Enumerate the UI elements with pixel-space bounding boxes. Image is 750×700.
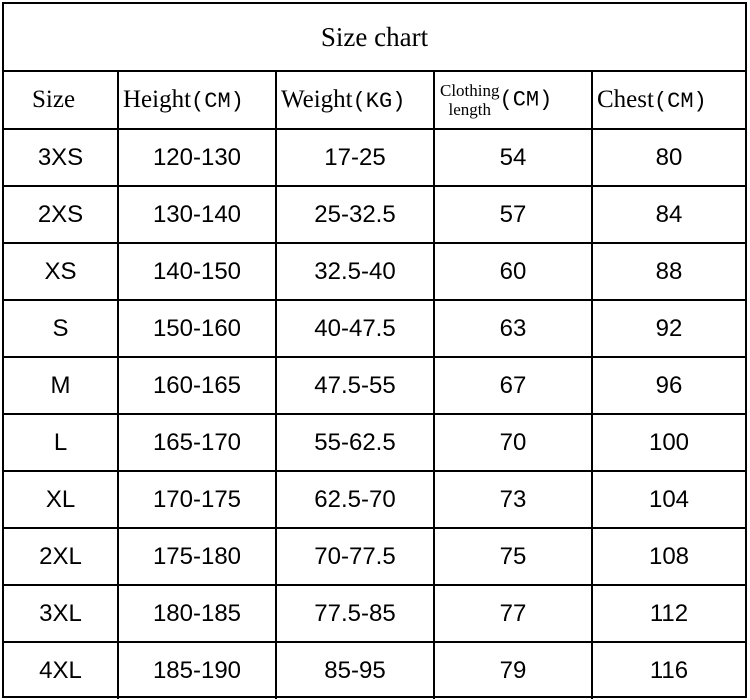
chest-cell: 96 [592, 357, 745, 414]
table-row [4, 129, 745, 186]
size-chart [2, 2, 747, 698]
length-header-line1: Clothing [440, 81, 500, 100]
weight-cell: 62.5-70 [276, 471, 434, 528]
length-cell: 73 [434, 471, 592, 528]
height-column-header [118, 72, 276, 129]
weight-cell: 17-25 [276, 129, 434, 186]
height-cell: 165-170 [118, 414, 276, 471]
size-cell: 4XL [4, 642, 118, 699]
height-cell: 160-165 [118, 357, 276, 414]
height-cell: 185-190 [118, 642, 276, 699]
chest-column-header [592, 72, 745, 129]
chest-cell: 104 [592, 471, 745, 528]
table-row [4, 186, 745, 243]
table-row [4, 528, 745, 585]
table-row [4, 300, 745, 357]
length-header-unit: (CM) [499, 87, 553, 113]
chest-cell: 92 [592, 300, 745, 357]
chest-cell: 80 [592, 129, 745, 186]
weight-header-unit: (KG) [352, 89, 406, 114]
chart-title: Size chart [4, 4, 745, 72]
length-cell: 60 [434, 243, 592, 300]
weight-cell: 47.5-55 [276, 357, 434, 414]
length-header-line2: length [448, 100, 491, 119]
table-row [4, 414, 745, 471]
size-header-label: Size [32, 86, 76, 113]
size-column-header [4, 72, 118, 129]
chest-cell: 88 [592, 243, 745, 300]
size-cell: XL [4, 471, 118, 528]
length-cell: 63 [434, 300, 592, 357]
chest-cell: 116 [592, 642, 745, 699]
height-cell: 170-175 [118, 471, 276, 528]
weight-cell: 85-95 [276, 642, 434, 699]
length-header-label [440, 81, 500, 119]
length-cell: 67 [434, 357, 592, 414]
weight-cell: 25-32.5 [276, 186, 434, 243]
height-cell: 120-130 [118, 129, 276, 186]
chest-header-label: Chest [597, 86, 654, 113]
size-cell: M [4, 357, 118, 414]
table-row [4, 471, 745, 528]
table-row [4, 585, 745, 642]
chest-header-unit: (CM) [653, 89, 707, 114]
height-header-unit: (CM) [191, 89, 244, 114]
size-cell: 2XS [4, 186, 118, 243]
chest-cell: 100 [592, 414, 745, 471]
size-cell: 3XL [4, 585, 118, 642]
table-row [4, 243, 745, 300]
length-column-header [434, 72, 592, 129]
height-cell: 140-150 [118, 243, 276, 300]
table-row [4, 357, 745, 414]
height-cell: 130-140 [118, 186, 276, 243]
header-row [4, 72, 745, 129]
length-cell: 77 [434, 585, 592, 642]
chest-cell: 108 [592, 528, 745, 585]
height-cell: 175-180 [118, 528, 276, 585]
weight-cell: 32.5-40 [276, 243, 434, 300]
length-cell: 57 [434, 186, 592, 243]
weight-cell: 70-77.5 [276, 528, 434, 585]
chest-cell: 84 [592, 186, 745, 243]
size-cell: L [4, 414, 118, 471]
length-cell: 54 [434, 129, 592, 186]
size-table [4, 72, 745, 699]
height-cell: 180-185 [118, 585, 276, 642]
size-cell: 2XL [4, 528, 118, 585]
size-cell: 3XS [4, 129, 118, 186]
weight-header-label: Weight [281, 86, 353, 113]
height-header-label: Height [123, 86, 192, 113]
weight-cell: 40-47.5 [276, 300, 434, 357]
size-cell: XS [4, 243, 118, 300]
length-cell: 75 [434, 528, 592, 585]
height-cell: 150-160 [118, 300, 276, 357]
table-row [4, 642, 745, 699]
weight-cell: 77.5-85 [276, 585, 434, 642]
length-cell: 70 [434, 414, 592, 471]
chest-cell: 112 [592, 585, 745, 642]
size-cell: S [4, 300, 118, 357]
length-cell: 79 [434, 642, 592, 699]
weight-column-header [276, 72, 434, 129]
weight-cell: 55-62.5 [276, 414, 434, 471]
